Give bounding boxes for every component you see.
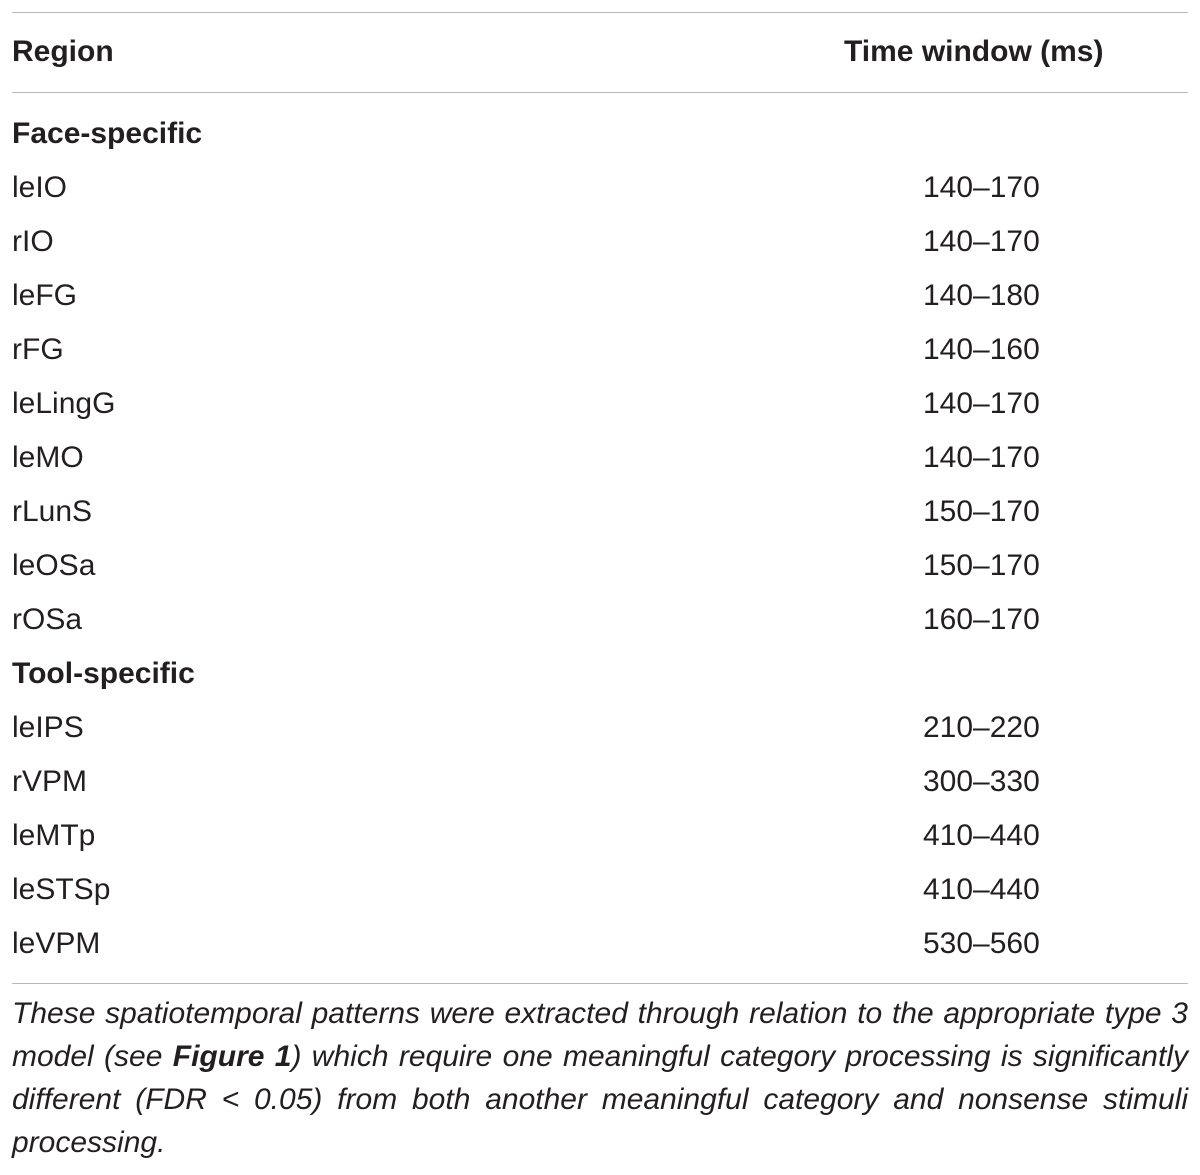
- table-body: [12, 110, 1188, 974]
- region-cell: leMO: [12, 441, 84, 474]
- table-row: [12, 218, 1188, 272]
- time-window-cell: 210–220: [923, 711, 1040, 744]
- table-row: [12, 866, 1188, 920]
- table-row: [12, 434, 1188, 488]
- time-window-cell: 410–440: [923, 873, 1040, 906]
- table-row: [12, 920, 1188, 974]
- figure-reference: Figure 1: [172, 1040, 292, 1073]
- region-cell: leIPS: [12, 711, 84, 744]
- top-rule: [12, 12, 1188, 13]
- region-cell: leIO: [12, 171, 68, 204]
- table-row: [12, 380, 1188, 434]
- time-window-cell: 140–170: [923, 225, 1040, 258]
- region-cell: leSTSp: [12, 873, 111, 906]
- table-row: [12, 326, 1188, 380]
- time-window-cell: 300–330: [923, 765, 1040, 798]
- header-rule: [12, 92, 1188, 93]
- time-window-cell: 140–170: [923, 441, 1040, 474]
- time-window-cell: 530–560: [923, 927, 1040, 960]
- time-window-cell: 140–170: [923, 387, 1040, 420]
- region-cell: leOSa: [12, 549, 96, 582]
- region-cell: rLunS: [12, 495, 93, 528]
- region-cell: rOSa: [12, 603, 83, 636]
- region-cell: leVPM: [12, 927, 101, 960]
- table-footnote: [12, 992, 1188, 1164]
- bottom-rule: [12, 983, 1188, 984]
- region-cell: rFG: [12, 333, 64, 366]
- table-row: [12, 164, 1188, 218]
- table-row: [12, 488, 1188, 542]
- table-row: [12, 758, 1188, 812]
- time-window-cell: 150–170: [923, 549, 1040, 582]
- table-row: [12, 704, 1188, 758]
- table-row: [12, 812, 1188, 866]
- table-row: [12, 596, 1188, 650]
- header-time-window: Time window (ms): [844, 35, 1104, 68]
- footnote-text-end: ) which require one meaningful category processing is significantly different (FDR < 0.05) from both another meaningful category and nonsense stimuli processing.: [12, 1040, 1188, 1159]
- section-title-face-specific: Face-specific: [12, 117, 203, 150]
- header-region: Region: [12, 35, 114, 68]
- time-window-cell: 410–440: [923, 819, 1040, 852]
- region-cell: rIO: [12, 225, 54, 258]
- table-row: [12, 272, 1188, 326]
- section-title-tool-specific: Tool-specific: [12, 657, 195, 690]
- footnote-text-start: These spatiotemporal patterns were extracted through relation to the appropriate type 3 model (see: [12, 997, 1188, 1073]
- time-window-cell: 140–160: [923, 333, 1040, 366]
- region-cell: leLingG: [12, 387, 116, 420]
- time-window-cell: 140–170: [923, 171, 1040, 204]
- time-window-cell: 150–170: [923, 495, 1040, 528]
- region-cell: leMTp: [12, 819, 96, 852]
- region-cell: leFG: [12, 279, 78, 312]
- time-window-cell: 160–170: [923, 603, 1040, 636]
- region-cell: rVPM: [12, 765, 87, 798]
- time-window-cell: 140–180: [923, 279, 1040, 312]
- table-row: [12, 542, 1188, 596]
